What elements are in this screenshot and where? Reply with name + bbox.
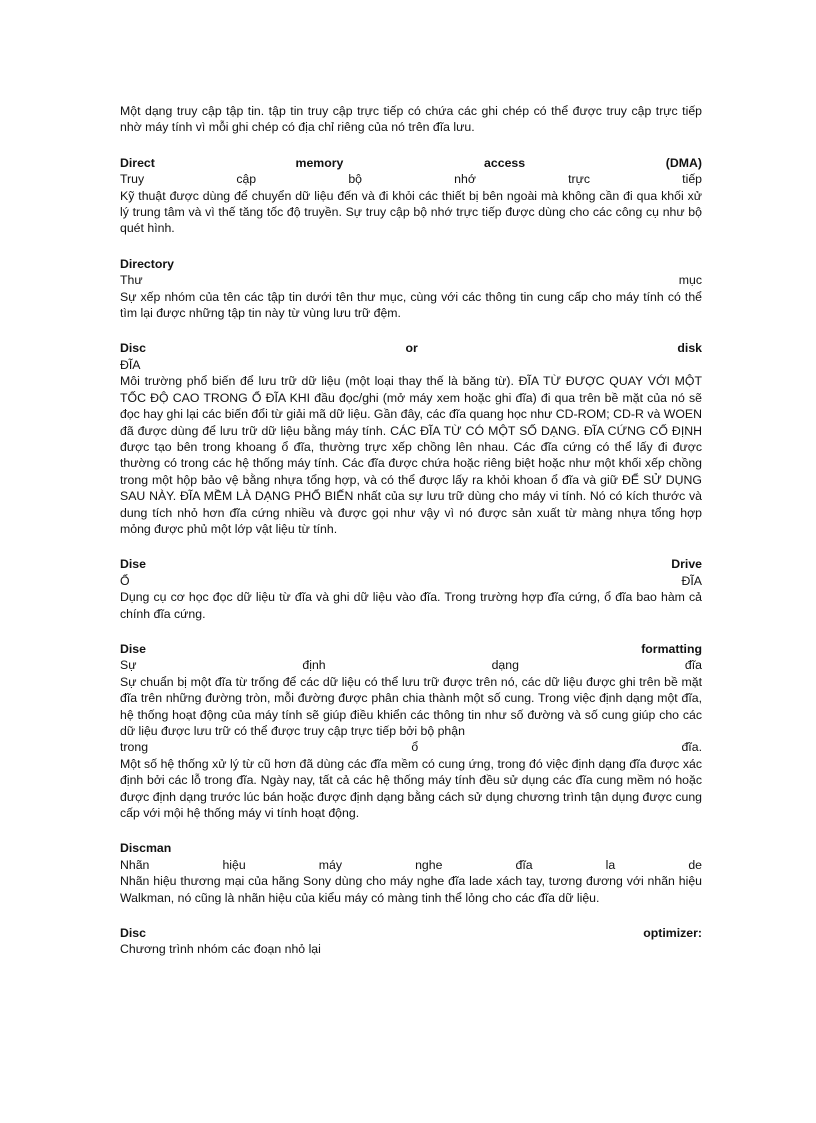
heading-word: or: [405, 341, 418, 356]
entry-definition: Chương trình nhóm các đoạn nhỏ lại: [120, 942, 321, 957]
heading-word: (DMA): [665, 155, 702, 170]
entry-definition-line: [120, 739, 702, 755]
entry-definition: Môi trường phổ biến để lưu trữ dữ liệu (một loại thay thế là băng từ). ĐĨA TỪ ĐƯỢC QUAY VỚI MỘT TỐC ĐỘ CAO TRONG Ổ ĐĨA KHI đầu đọc/ghi (mở máy xem hoặc ghi đĩa) đi qua trên bề mặt của nó sẽ đọc hay ghi lại các biến đổi từ giải mã dữ liệu. Gần đây, các đĩa quang học như CD-ROM; CD-R và WOEN đã được dùng để lưu trữ dữ liệu bằng máy tính. CÁC ĐĨA TỪ CÓ MỘT SỐ DẠNG. ĐĨA CỨNG CỐ ĐỊNH được tạo bên trong khoang ổ đĩa, thường trực xếp chồng lên nhau. Các đĩa cứng có thể lấy đi được thường có trong các hệ thống máy tính. Các đĩa được chứa hoặc riêng biệt hoặc như một khối xếp chồng trong một hộp bảo vệ bằng nhựa tổng hợp, và có thể được lấy ra khỏi khoan ổ đĩa và giữ ĐỂ SỬ DỤNG SAU NÀY. ĐĨA MỀM LÀ DẠNG PHỔ BIẾN nhất của sự lưu trữ dùng cho máy vi tính. Nó có kích thước và dung tích nhỏ hơn đĩa cứng nhiều và được gọi như vậy vì nó được sản xuất từ màng nhựa tổng hợp mỏng được phủ một lớp vật liệu từ tính.: [120, 374, 702, 536]
translation-word: trực: [568, 172, 590, 187]
intro-paragraph: Một dạng truy cập tập tin. tập tin truy cập trực tiếp có chứa các ghi chép có thể được truy cập trực tiếp nhờ máy tính vì mỗi ghi chép có địa chỉ riêng của nó trên đĩa lưu.: [120, 104, 702, 135]
entry-discman: [120, 840, 702, 906]
heading-word: Discman: [120, 841, 172, 856]
translation-word: ĐĨA: [120, 357, 141, 372]
translation-word: định: [302, 658, 326, 673]
translation-word: tiếp: [682, 172, 702, 187]
entry-heading: [120, 155, 702, 171]
entry-heading: [120, 840, 702, 856]
entry-heading: [120, 256, 702, 272]
heading-word: Directory: [120, 256, 174, 271]
translation-word: mục: [678, 273, 702, 288]
entry-translation: [120, 857, 702, 873]
translation-word: máy: [318, 857, 343, 872]
definition-word: trong: [120, 740, 149, 755]
entry-directory: [120, 256, 702, 322]
heading-word: Direct: [120, 155, 155, 170]
entry-heading: [120, 641, 702, 657]
entry-dma: [120, 155, 702, 237]
entry-translation: [120, 171, 702, 187]
translation-word: đĩa: [684, 658, 702, 673]
entry-translation: [120, 272, 702, 288]
heading-word: Disc: [120, 341, 146, 356]
translation-word: Sự: [120, 658, 137, 673]
entry-definition: Nhãn hiệu thương mại của hãng Sony dùng cho máy nghe đĩa lade xách tay, tương đương với nhãn hiệu Walkman, nó cũng là nhãn hiệu của kiểu máy có màng tinh thể lỏng cho các đĩa dữ liệu.: [120, 874, 702, 905]
translation-word: dạng: [491, 658, 519, 673]
definition-word: ổ: [411, 740, 419, 755]
definition-word: đĩa.: [681, 740, 702, 755]
entry-definition: Dụng cụ cơ học đọc dữ liệu từ đĩa và ghi dữ liệu vào đĩa. Trong trường hợp đĩa cứng, ổ đĩa bao hàm cả chính đĩa cứng.: [120, 590, 702, 621]
heading-word: memory: [295, 155, 344, 170]
translation-word: nhớ: [454, 172, 476, 187]
entry-translation: [120, 573, 702, 589]
entry-definition: Sự xếp nhóm của tên các tập tin dưới tên thư mục, cùng với các thông tin cung cấp cho máy tính có thể tìm lại được những tập tin này từ vùng lưu trữ đệm.: [120, 289, 702, 321]
entry-translation: [120, 657, 702, 673]
translation-word: Nhãn: [120, 857, 150, 872]
translation-word: bộ: [348, 172, 362, 187]
translation-word: la: [605, 857, 616, 872]
entry-disc: [120, 340, 702, 537]
heading-word: Dise: [120, 641, 146, 656]
heading-word: optimizer:: [643, 926, 702, 941]
heading-word: Dise: [120, 557, 146, 572]
translation-word: nghe: [415, 857, 443, 872]
entry-definition: Kỹ thuật được dùng để chuyển dữ liệu đến và đi khỏi các thiết bị bên ngoài mà không cần đi qua khối xử lý trung tâm và vì thế tăng tốc độ truyền. Sự truy cập bộ nhớ trực tiếp được dùng cho các công cụ như bộ quét hình.: [120, 188, 702, 236]
translation-word: Thư: [120, 273, 143, 288]
translation-word: Truy: [120, 172, 145, 187]
heading-word: Drive: [671, 557, 702, 572]
document-page: [120, 103, 702, 958]
entry-heading: [120, 925, 702, 941]
translation-word: ĐĨA: [681, 573, 702, 588]
translation-word: cập: [236, 172, 257, 187]
entry-heading: [120, 340, 702, 356]
entry-definition: Sự chuẩn bị một đĩa từ trống để các dữ liệu có thể lưu trữ được trên nó, các dữ liệu được ghi trên bề mặt đĩa trên những đường tròn, mỗi đường được phân chia thành một số cung. Trong việc định dạng một đĩa, hệ thống hoạt động của máy tính sẽ giúp điều khiển các thông tin như số đường và số cung giúp cho các dữ liệu được lưu trữ có thể được truy cập trực tiếp bởi bộ phận: [120, 674, 702, 738]
entry-translation: [120, 357, 702, 373]
translation-word: de: [688, 857, 702, 872]
heading-word: access: [484, 155, 526, 170]
entry-disc-optimizer: [120, 925, 702, 958]
entry-disc-drive: [120, 556, 702, 622]
entry-definition-continued: Một số hệ thống xử lý từ cũ hơn đã dùng các đĩa mềm có cung ứng, trong đó việc định dạng đĩa được xác định bởi các lỗ trong đĩa. Ngày nay, tất cả các hệ thống máy tính đều sử dụng các đĩa cung mềm nó hoặc được định dạng trước lúc bán hoặc được định dạng bằng cách sử dụng chương trình tận dụng được cung cấp với mội hệ thống máy vi tính hoạt động.: [120, 756, 702, 821]
translation-word: đĩa: [515, 857, 533, 872]
heading-word: disk: [677, 341, 702, 356]
translation-word: Ổ: [120, 573, 130, 588]
heading-word: Disc: [120, 926, 146, 941]
heading-word: formatting: [641, 641, 702, 656]
entry-heading: [120, 556, 702, 572]
entry-disc-formatting: [120, 641, 702, 821]
translation-word: hiệu: [222, 857, 246, 872]
